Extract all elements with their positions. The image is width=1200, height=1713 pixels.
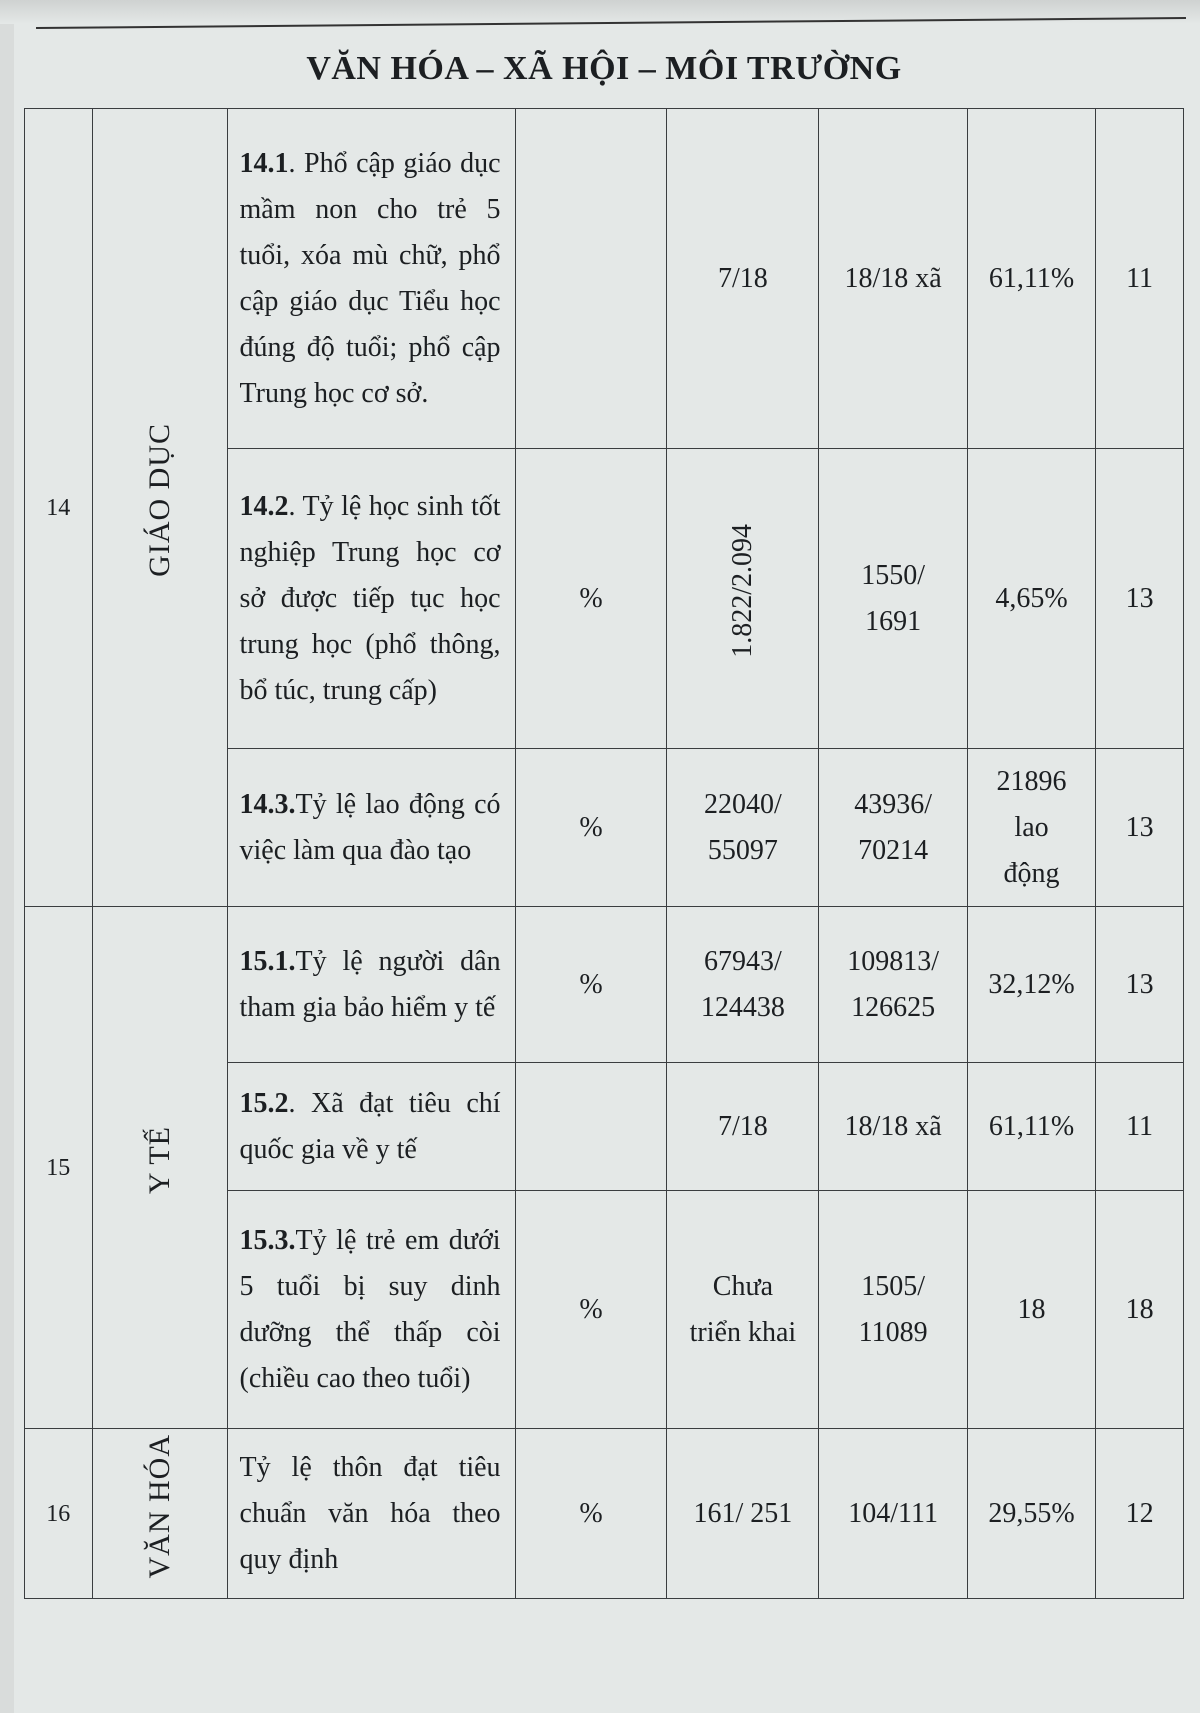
value-b: 104/111 — [848, 1497, 938, 1529]
value-c-cell — [967, 449, 1095, 749]
value-a-cell — [667, 1191, 819, 1429]
indicator-name — [227, 1191, 515, 1429]
indicator-text: Tỷ lệ thôn đạt tiêu chuẩn văn hóa theo quy định — [239, 1451, 501, 1575]
value-c-cell — [967, 907, 1095, 1063]
value-a-line1: 67943/ — [704, 945, 782, 977]
indicator-text: Tỷ lệ lao động có việc làm qua đào tạo — [239, 788, 501, 866]
indicator-code: 14.1 — [239, 147, 289, 179]
value-a: 1.822/2.094 — [726, 524, 758, 658]
value-d-cell — [1096, 109, 1184, 449]
value-a-line1: Chưa — [712, 1270, 774, 1302]
value-d: 13 — [1125, 582, 1154, 614]
value-a-cell — [667, 907, 819, 1063]
value-a-cell — [667, 449, 819, 749]
value-b-line1: 1550/ — [861, 559, 926, 591]
value-c: 32,12% — [988, 968, 1075, 1000]
stt-cell — [25, 907, 93, 1429]
value-d-cell — [1096, 1191, 1184, 1429]
indicator-code: 15.1. — [239, 945, 296, 977]
table-row — [25, 109, 1184, 449]
indicator-text: . Xã đạt tiêu chí quốc gia về y tế — [239, 1087, 501, 1165]
value-b-cell — [819, 1063, 968, 1191]
value-a: 7/18 — [718, 262, 768, 294]
value-c-line2: lao — [1014, 811, 1049, 843]
value-d-cell — [1096, 749, 1184, 907]
value-d: 11 — [1126, 1110, 1154, 1142]
indicator-text: . Phổ cập giáo dục mầm non cho trẻ 5 tuổi, xóa mù chữ, phổ cập giáo dục Tiểu học đúng độ tuổi; phổ cập Trung học cơ sở. — [239, 147, 501, 409]
value-c: 61,11% — [988, 262, 1075, 294]
indicator-name — [227, 1063, 515, 1191]
indicator-name — [227, 907, 515, 1063]
stt-cell — [25, 1429, 93, 1599]
value-d: 18 — [1125, 1293, 1154, 1325]
value-c: 29,55% — [988, 1497, 1075, 1529]
value-d: 13 — [1125, 811, 1154, 843]
value-d-cell — [1096, 907, 1184, 1063]
stt-number: 15 — [46, 1154, 71, 1181]
value-c: 4,65% — [995, 582, 1068, 614]
value-b-cell — [819, 907, 968, 1063]
value-d-cell — [1096, 1063, 1184, 1191]
unit-value: % — [579, 582, 603, 614]
value-b-line2: 70214 — [858, 834, 929, 866]
value-a-cell — [667, 1429, 819, 1599]
value-d: 11 — [1126, 262, 1154, 294]
value-b-line1: 1505/ — [861, 1270, 926, 1302]
value-b-line1: 109813/ — [847, 945, 940, 977]
indicator-name — [227, 109, 515, 449]
category-label: Y TẾ — [142, 1125, 176, 1195]
value-c: 18 — [1017, 1293, 1046, 1325]
unit-cell — [515, 1191, 667, 1429]
section-title: VĂN HÓA – XÃ HỘI – MÔI TRƯỜNG — [306, 50, 902, 87]
value-b-cell — [819, 749, 968, 907]
category-label: GIÁO DỤC — [142, 423, 176, 577]
indicator-table — [24, 108, 1184, 1599]
value-a: 7/18 — [718, 1110, 768, 1142]
value-c-cell — [967, 1063, 1095, 1191]
value-a-line1: 22040/ — [704, 788, 782, 820]
unit-value: % — [579, 1293, 603, 1325]
category-cell — [92, 1429, 227, 1599]
category-label: VĂN HÓA — [142, 1433, 176, 1579]
value-d-cell — [1096, 449, 1184, 749]
value-a-line2: 55097 — [707, 834, 778, 866]
section-header — [24, 30, 1184, 108]
value-d: 13 — [1125, 968, 1154, 1000]
indicator-code: 15.3. — [239, 1224, 296, 1256]
value-d-cell — [1096, 1429, 1184, 1599]
indicator-name — [227, 449, 515, 749]
unit-cell — [515, 449, 667, 749]
value-d: 12 — [1125, 1497, 1154, 1529]
category-cell — [92, 109, 227, 907]
value-b-line1: 43936/ — [854, 788, 933, 820]
stt-number: 16 — [46, 1500, 71, 1527]
indicator-text: Tỷ lệ trẻ em dưới 5 tuổi bị suy dinh dưỡng thể thấp còi (chiều cao theo tuổi) — [239, 1224, 501, 1394]
value-c-cell — [967, 749, 1095, 907]
indicator-code: 15.2 — [239, 1087, 289, 1119]
value-c-cell — [967, 109, 1095, 449]
value-a: 161/ 251 — [693, 1497, 793, 1529]
stt-number: 14 — [46, 494, 71, 521]
indicator-name — [227, 749, 515, 907]
indicator-text: Tỷ lệ người dân tham gia bảo hiểm y tế — [239, 945, 501, 1023]
unit-cell — [515, 109, 667, 449]
unit-value: % — [579, 811, 603, 843]
unit-cell — [515, 749, 667, 907]
unit-cell — [515, 1429, 667, 1599]
value-a-line2: 124438 — [700, 991, 785, 1023]
table-row — [25, 907, 1184, 1063]
unit-value: % — [579, 968, 603, 1000]
unit-cell — [515, 907, 667, 1063]
value-c-line3: động — [1003, 857, 1060, 889]
indicator-code: 14.3. — [239, 788, 296, 820]
unit-value: % — [579, 1497, 603, 1529]
value-a-cell — [667, 109, 819, 449]
value-b-cell — [819, 1429, 968, 1599]
value-b-cell — [819, 1191, 968, 1429]
unit-cell — [515, 1063, 667, 1191]
indicator-code: 14.2 — [239, 490, 289, 522]
value-c-cell — [967, 1191, 1095, 1429]
value-b-cell — [819, 109, 968, 449]
value-b-line2: 11089 — [858, 1316, 928, 1348]
value-b-cell — [819, 449, 968, 749]
value-c-cell — [967, 1429, 1095, 1599]
value-c: 61,11% — [988, 1110, 1075, 1142]
value-a-cell — [667, 1063, 819, 1191]
value-b-line2: 1691 — [865, 605, 922, 637]
indicator-text: . Tỷ lệ học sinh tốt nghiệp Trung học cơ sở được tiếp tục học trung học (phổ thông, bổ túc, trung cấp) — [239, 490, 501, 706]
category-cell — [92, 907, 227, 1429]
value-b-line2: 126625 — [851, 991, 936, 1023]
value-a-line2: triển khai — [689, 1316, 797, 1348]
indicator-name — [227, 1429, 515, 1599]
table-row — [25, 1429, 1184, 1599]
value-c-line1: 21896 — [996, 765, 1067, 797]
value-b: 18/18 xã — [844, 262, 942, 294]
stt-cell — [25, 109, 93, 907]
value-a-cell — [667, 749, 819, 907]
value-b: 18/18 xã — [844, 1110, 942, 1142]
